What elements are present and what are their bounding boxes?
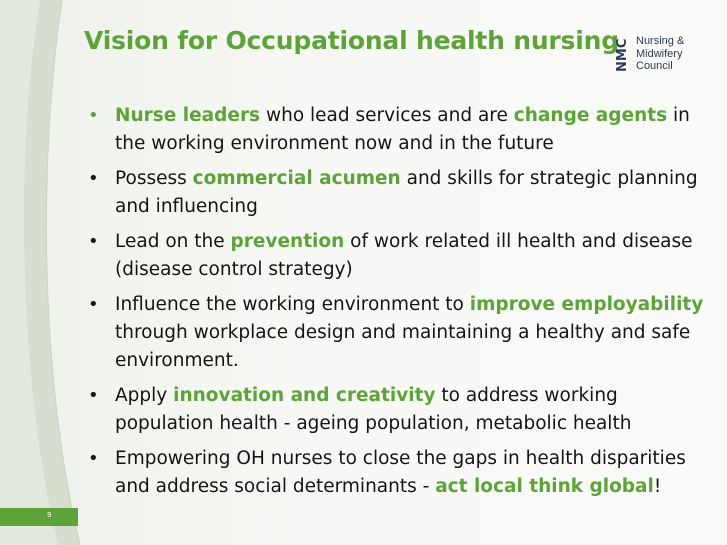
highlight-text: act local think global	[435, 476, 654, 497]
logo-line-1: Nursing &	[636, 35, 685, 47]
bullet-item	[88, 102, 708, 158]
bullet-text: who lead services and are	[260, 105, 514, 126]
logo-line-3: Council	[636, 60, 673, 72]
highlight-text: commercial acumen	[192, 168, 401, 189]
highlight-text: improve employability	[469, 294, 704, 315]
nmc-logo-text	[636, 35, 684, 73]
bullet-item	[88, 165, 708, 221]
bullet-dot-icon: •	[88, 105, 99, 126]
page-number: 9	[47, 511, 52, 519]
bullet-text: Possess	[115, 168, 193, 189]
nmc-logo	[614, 34, 714, 74]
bullet-dot-icon: •	[88, 168, 99, 189]
bullet-item	[88, 445, 708, 501]
nmc-logo-letters: NMC	[615, 38, 630, 72]
bullet-text: to address working population health - ageing population, metabolic health	[115, 385, 632, 434]
bullet-text: Empowering OH nurses to close the gaps in health disparities and address social determinants -	[115, 448, 686, 497]
highlight-text: change agents	[513, 105, 668, 126]
slide-title: Vision for Occupational health nursing	[84, 26, 619, 55]
bullet-text: of work related ill health and disease (disease control strategy)	[115, 231, 693, 280]
bullet-dot-icon: •	[88, 385, 99, 406]
bullet-text: and skills for strategic planning and influencing	[115, 168, 698, 217]
highlight-text: Nurse leaders	[115, 105, 261, 126]
bullet-text: Influence the working environment to	[115, 294, 470, 315]
bullet-text: !	[653, 476, 662, 497]
bullet-dot-icon: •	[88, 448, 99, 469]
bullet-text: Lead on the	[115, 231, 231, 252]
bullet-text: Apply	[115, 385, 174, 406]
bullet-text: through workplace design and maintaining a healthy and safe environment.	[115, 322, 691, 371]
highlight-text: prevention	[230, 231, 345, 252]
highlight-text: innovation and creativity	[173, 385, 436, 406]
bullet-list	[88, 102, 708, 508]
bullet-item	[88, 291, 708, 375]
bullet-dot-icon: •	[88, 294, 99, 315]
page-number-bar	[0, 508, 78, 526]
bullet-text: in the working environment now and in the future	[115, 105, 690, 154]
logo-line-2: Midwifery	[636, 47, 683, 60]
bullet-item	[88, 228, 708, 284]
bullet-dot-icon: •	[88, 231, 99, 252]
bullet-item	[88, 382, 708, 438]
nmc-logo-mark	[614, 34, 630, 74]
